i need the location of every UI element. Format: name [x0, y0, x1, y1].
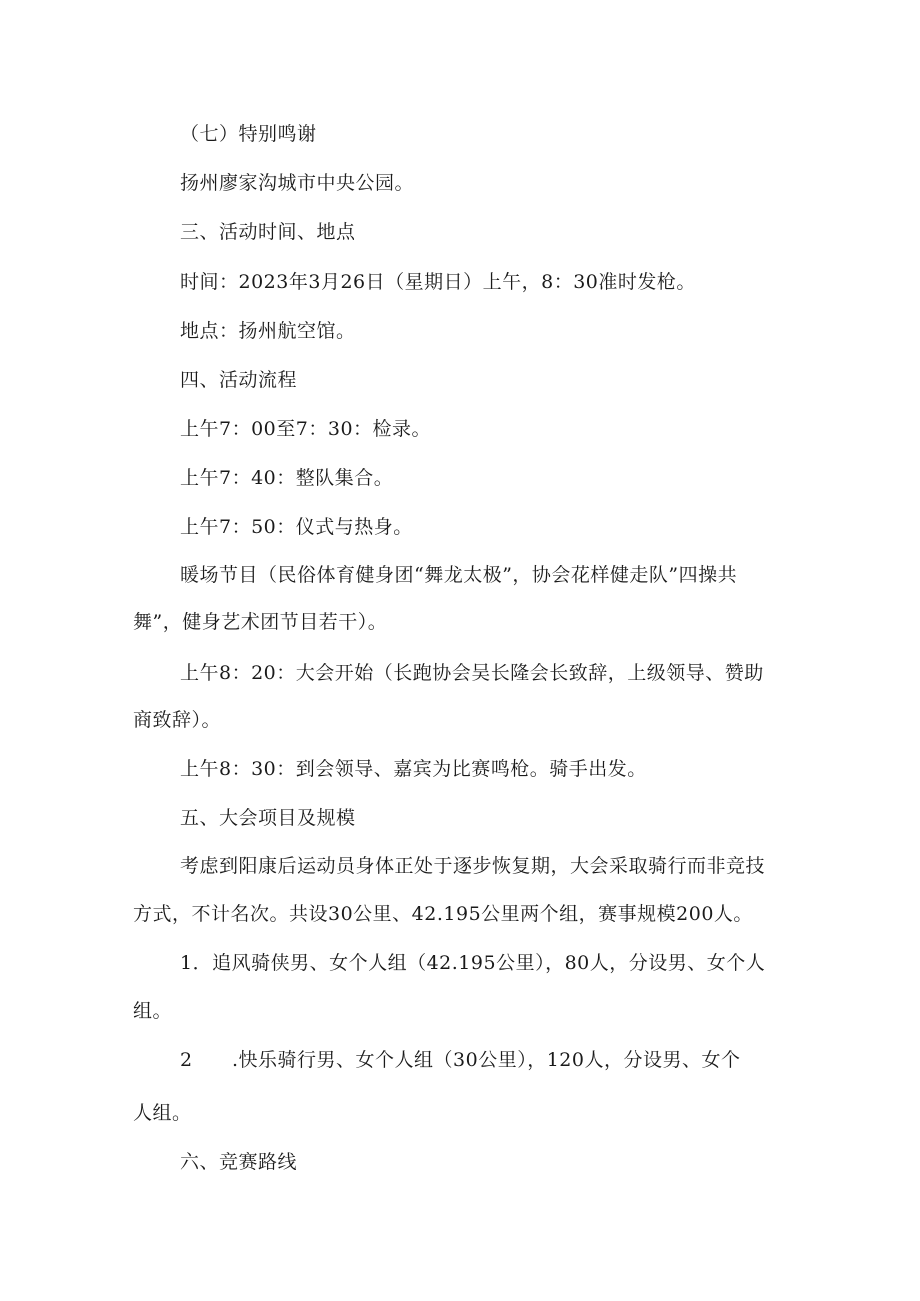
schedule-assemble: 上午7：40：整队集合。 [180, 467, 394, 489]
section-heading-special-thanks: （七）特别鸣谢 [180, 123, 317, 145]
schedule-start: 上午8：30：到会领导、嘉宾为比赛鸣枪。骑手出发。 [180, 758, 647, 780]
event-item-1: 1．追风骑侠男、女个人组（42.195公里），80人，分设男、女个人 [180, 952, 766, 974]
paragraph-thanks-park: 扬州廖家沟城市中央公园。 [180, 172, 415, 194]
event-item-2: .快乐骑行男、女个人组（30公里），120人，分设男、女个 [232, 1049, 741, 1071]
section-heading-process: 四、活动流程 [180, 369, 298, 391]
schedule-warmup: 上午7：50：仪式与热身。 [180, 516, 413, 538]
schedule-checkin: 上午7：00至7：30：检录。 [180, 418, 432, 440]
event-item-2-cont: 人组。 [133, 1102, 192, 1124]
section-heading-events: 五、大会项目及规模 [180, 807, 356, 829]
section-heading-time-place: 三、活动时间、地点 [180, 221, 356, 243]
paragraph-events: 考虑到阳康后运动员身体正处于逐步恢复期，大会采取骑行而非竞技 [180, 855, 766, 877]
paragraph-place: 地点：扬州航空馆。 [180, 320, 356, 342]
event-item-2-number: 2 [180, 1049, 193, 1071]
paragraph-events-cont: 方式，不计名次。共设30公里、42.195公里两个组，赛事规模200人。 [133, 903, 753, 925]
schedule-opening: 上午8：20：大会开始（长跑协会吴长隆会长致辞，上级领导、赞助 [180, 662, 764, 684]
schedule-opening-cont: 商致辞）。 [133, 709, 222, 731]
section-heading-route: 六、竞赛路线 [180, 1151, 298, 1173]
paragraph-warmup-program: 暖场节目（民俗体育健身团“舞龙太极”，协会花样健走队”四操共 [180, 564, 738, 586]
paragraph-warmup-program-cont: 舞”，健身艺术团节目若干）。 [133, 611, 388, 633]
paragraph-time: 时间：2023年3月26日（星期日）上午，8：30准时发枪。 [180, 271, 696, 293]
event-item-1-cont: 组。 [133, 1000, 173, 1022]
